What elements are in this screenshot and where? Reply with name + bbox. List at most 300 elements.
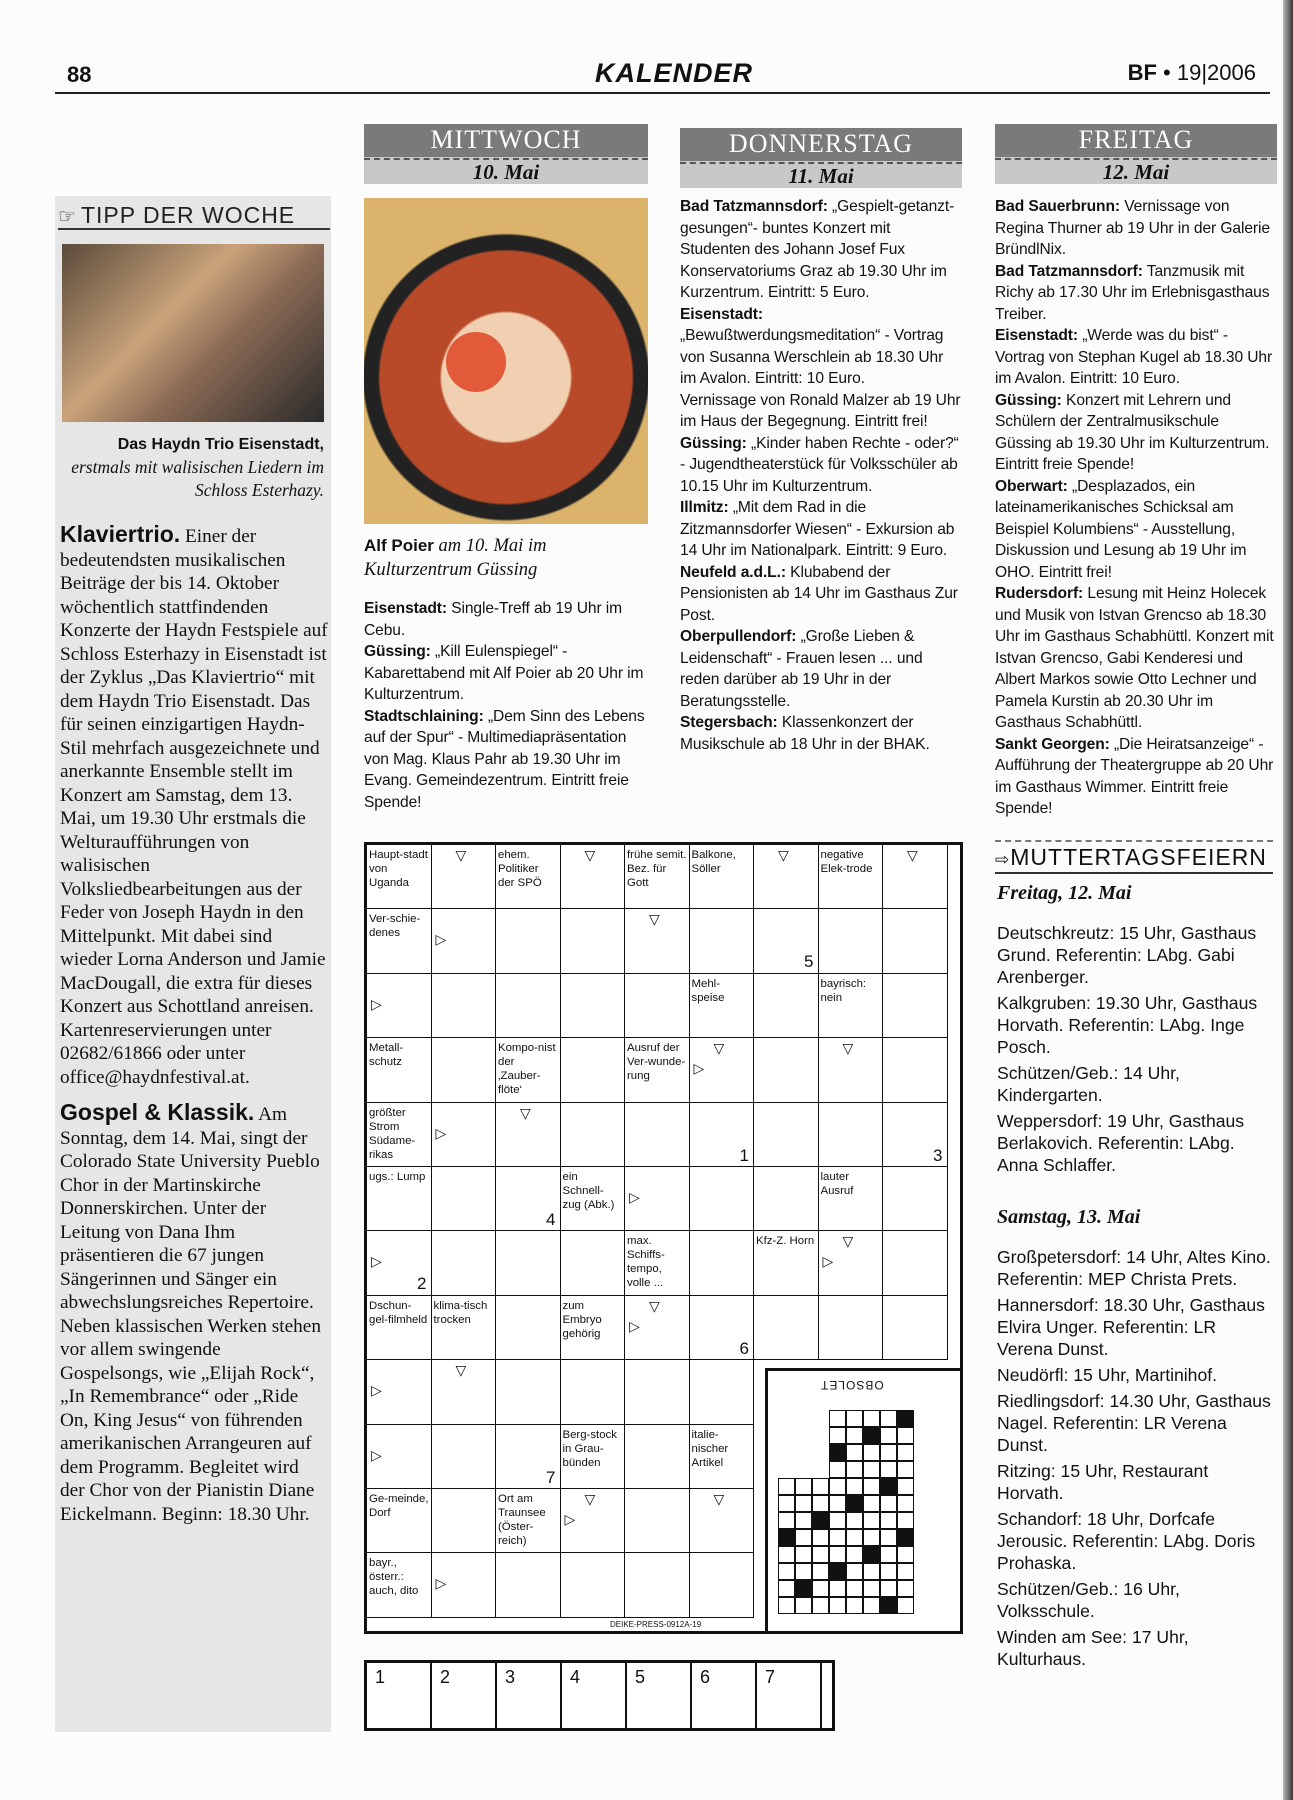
- solution-cell: [778, 1563, 795, 1580]
- solution-cell: [863, 1495, 880, 1512]
- day-name: MITTWOCH: [364, 124, 648, 157]
- muttertag-entry: Winden am See: 17 Uhr, Kulturhaus.: [997, 1627, 1189, 1669]
- event-entry: [680, 433, 962, 498]
- event-entry: [364, 598, 654, 641]
- event-place: Güssing:: [995, 391, 1062, 409]
- caption-italic: erstmals mit walisischen Liedern im Schloss Esterhazy.: [71, 457, 324, 500]
- solution-cell: [846, 1444, 863, 1461]
- arrow-down-icon: ▽: [520, 1104, 531, 1121]
- event-entry: [995, 390, 1277, 476]
- answer-cell[interactable]: [883, 1231, 948, 1295]
- solution-cell: [795, 1546, 812, 1563]
- solution-cell: [829, 1512, 846, 1529]
- event-text: Klubabend der Pensionisten ab 14 Uhr im Gasthaus Zur Post.: [680, 563, 958, 624]
- event-entry: [364, 641, 654, 706]
- muttertag-list-friday: [997, 922, 1275, 1180]
- solution-cell: [795, 1495, 812, 1512]
- event-entry: [995, 583, 1277, 734]
- solution-cell: [897, 1580, 914, 1597]
- clue-cell: [367, 1103, 432, 1167]
- answer-cell[interactable]: [883, 1038, 948, 1102]
- answer-cell[interactable]: [432, 1425, 497, 1489]
- clue-cell: [819, 1167, 884, 1231]
- answer-cell[interactable]: [690, 1553, 755, 1617]
- clue-cell: [367, 1167, 432, 1231]
- day-header-donnerstag: [680, 128, 962, 188]
- clue-text: ein Schnell-zug (Abk.): [562, 1171, 615, 1211]
- answer-cell[interactable]: [883, 909, 948, 973]
- muttertag-entry: Ritzing: 15 Uhr, Restaurant Horvath.: [997, 1461, 1209, 1503]
- event-text: Vernissage von Regina Thurner ab 19 Uhr in der Galerie BründlNix.: [995, 198, 1270, 258]
- solution-cell: [897, 1597, 914, 1614]
- arrow-right-icon: ▷: [371, 1382, 382, 1399]
- section-title: KALENDER: [595, 58, 754, 88]
- article-headline: Gospel & Klassik.: [60, 1099, 255, 1125]
- clue-cell: [561, 1296, 626, 1360]
- solution-cell: [846, 1495, 863, 1512]
- solution-cell: [846, 1563, 863, 1580]
- arrow-right-icon: ▷: [693, 1060, 705, 1077]
- clue-cell: [496, 1038, 561, 1102]
- solution-cell: [863, 1597, 880, 1614]
- solution-cell: [778, 1495, 795, 1512]
- muttertag-entry: Schandorf: 18 Uhr, Dorfcafe Jerousic. Referentin: LAbg. Doris Prohaska.: [997, 1509, 1256, 1573]
- arrow-right-icon: ▷: [629, 1317, 640, 1334]
- clue-text: italie-nischer Artikel: [691, 1428, 729, 1469]
- clue-cell: [754, 1231, 819, 1295]
- event-place: Illmitz:: [680, 499, 729, 516]
- day-name: FREITAG: [995, 124, 1277, 157]
- brand-name: BF: [1127, 60, 1157, 85]
- event-text: Vernissage von Ronald Malzer ab 19 Uhr im Haus der Begegnung. Eintritt frei!: [680, 391, 961, 430]
- clue-cell: [625, 1038, 690, 1102]
- solution-cell: [846, 1410, 863, 1427]
- answer-cell[interactable]: [561, 1103, 626, 1167]
- solution-cell: [897, 1546, 914, 1563]
- solution-cell: [795, 1529, 812, 1546]
- clue-cell: [496, 1489, 561, 1553]
- event-place: Güssing:: [680, 434, 747, 452]
- answer-cell[interactable]: [625, 1489, 690, 1553]
- clue-text: Ausruf der Ver-wunde-rung: [627, 1042, 686, 1083]
- answer-cell[interactable]: [496, 974, 561, 1038]
- solution-cell: [897, 1529, 914, 1546]
- page-header: [55, 58, 1270, 94]
- solution-cell: [846, 1529, 863, 1546]
- answer-cell[interactable]: [690, 1167, 755, 1231]
- solution-cell: [846, 1546, 863, 1563]
- muttertag-heading: [995, 840, 1273, 874]
- answer-cell[interactable]: [690, 1231, 755, 1295]
- solution-cell: [812, 1580, 829, 1597]
- arrow-right-icon: ▷: [371, 1253, 382, 1270]
- solution-number: 3: [933, 1145, 943, 1165]
- solution-cell: [863, 1512, 880, 1529]
- answer-cell[interactable]: [625, 1553, 690, 1617]
- event-place: Bad Tatzmannsdorf:: [680, 198, 828, 215]
- event-place: Bad Tatzmannsdorf:: [995, 262, 1143, 280]
- solution-cell: [778, 1546, 795, 1563]
- tipp-title: TIPP DER WOCHE: [80, 202, 296, 228]
- clue-cell: [432, 1296, 497, 1360]
- event-text: „Werde was du bist“ - Vortrag von Stephan Kugel ab 18.30 Uhr im Avalon. Eintritt: 10 Euro.: [995, 327, 1273, 387]
- event-entry: [995, 196, 1277, 261]
- issue-info: [1128, 60, 1256, 86]
- answer-cell[interactable]: [754, 1103, 819, 1167]
- solution-cell: [778, 1512, 795, 1529]
- answer-cell[interactable]: [819, 909, 884, 973]
- answer-cell[interactable]: [561, 974, 626, 1038]
- clown-nose: [446, 332, 506, 392]
- event-place: Eisenstadt:: [680, 305, 763, 323]
- answer-cell[interactable]: [561, 1360, 626, 1424]
- event-text: Tanzmusik mit Richy ab 17.30 Uhr im Erlebnisgasthaus Treiber.: [995, 262, 1270, 323]
- solution-letter-box[interactable]: 1: [367, 1663, 432, 1728]
- tipp-articles: [60, 523, 328, 1526]
- solution-cell: [795, 1478, 812, 1495]
- solution-cell: [863, 1427, 880, 1444]
- muttertag-entry: Schützen/Geb.: 14 Uhr, Kindergarten.: [997, 1063, 1180, 1105]
- arrow-right-icon: ▷: [371, 995, 382, 1012]
- solution-cell: [880, 1546, 897, 1563]
- event-place: Oberpullendorf:: [680, 628, 797, 645]
- clue-text: negative Elek-trode: [820, 849, 873, 875]
- clue-cell: [367, 845, 432, 909]
- answer-cell[interactable]: [819, 1296, 884, 1360]
- solution-number: 4: [546, 1210, 556, 1229]
- solution-cell: [880, 1427, 897, 1444]
- answer-cell[interactable]: [883, 1296, 948, 1360]
- event-place: Sankt Georgen:: [995, 735, 1110, 753]
- issue-separator: •: [1163, 60, 1171, 85]
- clue-cell: [496, 845, 561, 909]
- clue-text: bayr., österr.: auch, dito: [369, 1557, 419, 1598]
- clue-cell: [819, 974, 884, 1038]
- solution-cell: [880, 1563, 897, 1580]
- solution-cell: [880, 1529, 897, 1546]
- clue-text: max. Schiffs-tempo, volle ...: [627, 1235, 665, 1290]
- solution-cell: [897, 1495, 914, 1512]
- muttertag-entry: Neudörfl: 15 Uhr, Martinihof.: [997, 1365, 1218, 1385]
- answer-cell[interactable]: [625, 1425, 690, 1489]
- event-text: „Gespielt-getanzt-gesungen“- buntes Konzert mit Studenten des Johann Josef Fux Konservatoriums Graz ab 19.30 Uhr im Kurzentrum. Eintritt: 5 Euro.: [680, 198, 955, 301]
- alf-poier-photo: [364, 198, 648, 524]
- caption-bold: Das Haydn Trio Eisenstadt,: [117, 436, 324, 453]
- alf-poier-caption: [364, 534, 654, 582]
- solution-letter-box[interactable]: 3: [497, 1663, 562, 1728]
- solution-letter-box[interactable]: 7: [757, 1663, 822, 1728]
- solution-cell: [880, 1597, 897, 1614]
- article-klaviertrio: [60, 523, 328, 1089]
- clue-text: größter Strom Südame-rikas: [369, 1106, 416, 1161]
- answer-cell[interactable]: [496, 909, 561, 973]
- solution-cell: [829, 1495, 846, 1512]
- solution-cell: [863, 1546, 880, 1563]
- solution-cell: [812, 1512, 829, 1529]
- clue-cell: [690, 845, 755, 909]
- arrow-down-icon: ▽: [842, 1233, 854, 1250]
- arrow-right-icon: ▷: [435, 1575, 447, 1592]
- solution-cell: [778, 1529, 795, 1546]
- solution-cell: [778, 1580, 795, 1597]
- clue-text: Kompo-nist der ‚Zauber-flöte‘: [498, 1042, 556, 1097]
- solution-cell: [863, 1410, 880, 1427]
- solution-letter-box[interactable]: 4: [562, 1663, 627, 1728]
- event-entry: [680, 562, 962, 627]
- answer-cell[interactable]: [496, 1231, 561, 1295]
- solution-cell: [880, 1495, 897, 1512]
- clue-cell: [561, 1425, 626, 1489]
- clue-text: Ver-schie-denes: [369, 913, 421, 940]
- arrow-down-icon: ▽: [713, 1491, 725, 1507]
- day-name: DONNERSTAG: [680, 128, 962, 161]
- answer-cell[interactable]: [432, 1231, 497, 1295]
- clue-text: Berg-stock in Grau-bünden: [562, 1428, 617, 1469]
- arrow-down-icon: ▽: [584, 1491, 596, 1507]
- solution-number: 2: [417, 1274, 427, 1294]
- tipp-heading: [58, 202, 330, 230]
- answer-cell[interactable]: [625, 1360, 690, 1424]
- clue-text: ugs.: Lump: [369, 1171, 426, 1183]
- clue-cell: [625, 845, 690, 909]
- answer-cell[interactable]: [754, 1167, 819, 1231]
- solution-cell: [863, 1444, 880, 1461]
- solution-letter-box[interactable]: 2: [432, 1663, 497, 1728]
- clue-text: ehem. Politiker der SPÖ: [498, 849, 542, 889]
- arrow-down-icon: ▽: [713, 1040, 725, 1057]
- event-text: „Große Lieben & Leidenschaft“ - Frauen lesen ... und reden darüber ab 19 Uhr in der Beratungsstelle.: [680, 628, 923, 710]
- clue-cell: [367, 1553, 432, 1617]
- muttertag-entry: Hannersdorf: 18.30 Uhr, Gasthaus Elvira Unger. Referentin: LR Verena Dunst.: [997, 1295, 1265, 1359]
- solution-cell: [897, 1461, 914, 1478]
- day-header-freitag: [995, 124, 1277, 184]
- event-text: „Kinder haben Rechte - oder?“ - Jugendtheaterstück für Volksschüler ab 10.15 Uhr im Kulturzentrum.: [680, 434, 959, 495]
- arrow-down-icon: ▽: [907, 847, 918, 863]
- solution-word-boxes: [364, 1660, 835, 1731]
- arrow-right-icon: ▷: [629, 1189, 640, 1205]
- muttertag-entry: Weppersdorf: 19 Uhr, Gasthaus Berlakovich. Referentin: LAbg. Anna Schlaffer.: [997, 1111, 1245, 1175]
- arrow-down-icon: ▽: [649, 1297, 660, 1314]
- event-text: „Kill Eulenspiegel“ - Kabarettabend mit Alf Poier ab 20 Uhr im Kulturzentrum.: [364, 643, 644, 703]
- solution-cell: [863, 1563, 880, 1580]
- solution-cell: [846, 1597, 863, 1614]
- solution-cell: [829, 1427, 846, 1444]
- event-entry: [680, 304, 962, 390]
- arrow-right-icon: ▷: [822, 1253, 834, 1270]
- event-place: Stegersbach:: [680, 714, 778, 731]
- event-text: „Mit dem Rad in die Zitzmannsdorfer Wiesen“ - Exkursion ab 14 Uhr im Nationalpark. Eintritt: 9 Euro.: [680, 499, 955, 559]
- answer-cell[interactable]: [432, 1489, 497, 1553]
- clue-text: klima-tisch trocken: [433, 1299, 488, 1326]
- event-place: Stadtschlaining:: [364, 707, 484, 725]
- solution-cell: [829, 1546, 846, 1563]
- event-place: Oberwart:: [995, 477, 1068, 495]
- solution-cell: [846, 1512, 863, 1529]
- event-entry: [995, 476, 1277, 584]
- pointing-hand-icon: ☞: [58, 206, 77, 228]
- solution-title: OBSOLET: [820, 1378, 884, 1392]
- answer-cell[interactable]: [561, 1553, 626, 1617]
- solution-cell: [829, 1529, 846, 1546]
- solution-cell: [880, 1512, 897, 1529]
- clue-text: Haupt-stadt von Uganda: [369, 849, 428, 889]
- answer-cell[interactable]: [432, 1167, 497, 1231]
- solution-cell: [897, 1478, 914, 1495]
- issue-number: 19|2006: [1176, 60, 1256, 85]
- answer-cell[interactable]: [754, 974, 819, 1038]
- event-text: Single-Treff ab 19 Uhr im Cebu.: [364, 600, 623, 639]
- answer-cell[interactable]: [690, 1360, 755, 1424]
- donnerstag-events: [680, 196, 962, 755]
- event-text: Konzert mit Lehrern und Schülern der Zentralmusikschule Güssing ab 19.30 Uhr im Kulturzentrum. Eintritt freie Spende!: [995, 391, 1270, 473]
- event-entry: [680, 712, 962, 755]
- answer-cell[interactable]: [432, 1038, 497, 1102]
- answer-cell[interactable]: [496, 1553, 561, 1617]
- solution-cell: [846, 1478, 863, 1495]
- event-entry: [680, 497, 962, 562]
- event-entry: [680, 196, 962, 304]
- clue-text: Ge-meinde, Dorf: [369, 1493, 429, 1519]
- answer-cell[interactable]: [690, 909, 755, 973]
- event-text: „Desplazados, ein lateinamerikanisches Schicksal am Beispiel Kolumbiens“ - Ausstellung, Diskussion und Lesung ab 19 Uhr im OHO. Eintritt frei!: [995, 477, 1247, 581]
- solution-cell: [812, 1478, 829, 1495]
- solution-cell: [880, 1478, 897, 1495]
- clue-text: Dschun-gel-filmheld: [369, 1299, 428, 1326]
- arrow-down-icon: ▽: [455, 1362, 467, 1379]
- clue-text: frühe semit. Bez. für Gott: [627, 849, 687, 889]
- solution-cell: [795, 1597, 812, 1614]
- solution-cell: [829, 1597, 846, 1614]
- solution-cell: [829, 1461, 846, 1478]
- day-date: 10. Mai: [472, 160, 540, 184]
- day-header-mittwoch: [364, 124, 648, 184]
- answer-cell[interactable]: [496, 1360, 561, 1424]
- event-text: „Die Heiratsanzeige“ - Aufführung der Theatergruppe ab 20 Uhr im Gasthaus Wimmer. Eintritt freie Spende!: [995, 735, 1274, 817]
- event-place: Eisenstadt:: [995, 327, 1078, 344]
- clue-text: bayrisch: nein: [820, 977, 867, 1004]
- solution-cell: [846, 1580, 863, 1597]
- muttertag-date-saturday: Samstag, 13. Mai: [997, 1206, 1141, 1228]
- clue-cell: [819, 845, 884, 909]
- solution-cell: [812, 1546, 829, 1563]
- muttertag-title: MUTTERTAGSFEIERN: [1010, 844, 1267, 870]
- solution-cell: [897, 1444, 914, 1461]
- clue-text: Ort am Traunsee (Öster-reich): [498, 1493, 546, 1547]
- article-text: Am Sonntag, dem 14. Mai, singt der Colorado State University Pueblo Chor in der Martinskirche Donnerskirchen. Unter der Leitung von Dana Ihm präsentieren die 67 jungen Sängerinnen und Sänger ein abwechslungsreiches Repertoire. Neben klassischen Werken stehen vor allem swingende Gospelsongs, wie „Elijah Rock“, „In Remembrance“ oder „Ride On, King Jesus“ von führenden amerikanischen Arrangeuren auf dem Programm. Begleitet wird der Chor von der Pianistin Diane Eickelmann. Beginn: 18.30 Uhr.: [60, 1104, 321, 1525]
- arrow-right-icon: ▷: [371, 1446, 382, 1463]
- arrow-right-icon: ⇨: [995, 850, 1011, 869]
- event-entry: [995, 261, 1277, 326]
- solution-cell: [829, 1580, 846, 1597]
- muttertag-entry: Kalkgruben: 19.30 Uhr, Gasthaus Horvath. Referentin: LAbg. Inge Posch.: [997, 993, 1258, 1057]
- solution-cell: [846, 1461, 863, 1478]
- day-date: 11. Mai: [788, 164, 854, 188]
- answer-cell[interactable]: [883, 1167, 948, 1231]
- event-place: Bad Sauerbrunn:: [995, 198, 1120, 215]
- answer-cell[interactable]: [496, 1296, 561, 1360]
- arrow-down-icon: ▽: [778, 847, 789, 863]
- freitag-events: [995, 196, 1277, 820]
- clue-cell: [625, 1231, 690, 1295]
- page-number: 88: [67, 62, 92, 87]
- event-text: „Bewußtwerdungsmeditation“ - Vortrag von Susanna Werschlein ab 18.30 Uhr im Avalon. Eintritt: 10 Euro.: [680, 327, 944, 387]
- event-place: Güssing:: [364, 643, 431, 660]
- clue-text: Kfz-Z. Horn: [756, 1235, 815, 1248]
- muttertag-list-saturday: [997, 1246, 1275, 1674]
- clue-cell: [690, 1425, 755, 1489]
- solution-cell: [829, 1444, 846, 1461]
- solution-letter-box[interactable]: 6: [692, 1663, 757, 1728]
- caption-bold: Alf Poier: [364, 536, 434, 555]
- solution-cell: [880, 1580, 897, 1597]
- arrow-down-icon: ▽: [455, 847, 467, 863]
- clue-cell: [367, 909, 432, 973]
- solution-cell: [812, 1495, 829, 1512]
- haydn-trio-photo: [62, 244, 324, 422]
- clue-text: Balkone, Söller: [691, 849, 736, 875]
- event-place: Eisenstadt:: [364, 600, 447, 617]
- solution-cell: [863, 1461, 880, 1478]
- solution-cell: [778, 1478, 795, 1495]
- answer-cell[interactable]: [432, 974, 497, 1038]
- answer-cell[interactable]: [754, 1296, 819, 1360]
- solution-cell: [897, 1410, 914, 1427]
- solution-cell: [880, 1410, 897, 1427]
- event-place: Rudersdorf:: [995, 585, 1084, 602]
- solution-cell: [812, 1529, 829, 1546]
- day-date: 12. Mai: [1102, 160, 1170, 184]
- solution-cell: [897, 1563, 914, 1580]
- muttertag-entry: Großpetersdorf: 14 Uhr, Altes Kino. Referentin: MEP Christa Prets.: [997, 1247, 1271, 1289]
- answer-cell[interactable]: [883, 974, 948, 1038]
- muttertag-entry: Schützen/Geb.: 16 Uhr, Volksschule.: [997, 1579, 1180, 1621]
- solution-cell: [829, 1478, 846, 1495]
- answer-cell[interactable]: [819, 1103, 884, 1167]
- solution-letter-box[interactable]: 5: [627, 1663, 692, 1728]
- solution-number: 5: [804, 952, 814, 972]
- page-edge-shadow: [1283, 0, 1293, 1800]
- answer-cell[interactable]: [625, 974, 690, 1038]
- clue-cell: [367, 1296, 432, 1360]
- article-gospel: [60, 1101, 328, 1526]
- solution-number: 7: [546, 1467, 556, 1487]
- clue-cell: [367, 1038, 432, 1102]
- event-text: „Dem Sinn des Lebens auf der Spur“ - Multimediapräsentation von Mag. Klaus Pahr ab 19.30 Uhr im Evang. Gemeindezentrum. Eintritt freie Spende!: [364, 707, 645, 811]
- clue-text: Metall-schutz: [369, 1042, 404, 1069]
- clue-cell: [561, 1167, 626, 1231]
- arrow-right-icon: ▷: [435, 1124, 447, 1141]
- solution-cell: [880, 1444, 897, 1461]
- photo-caption: [62, 432, 324, 502]
- solution-cell: [897, 1427, 914, 1444]
- solution-cell: [812, 1563, 829, 1580]
- answer-cell[interactable]: [561, 1038, 626, 1102]
- event-text: Klassenkonzert der Musikschule ab 18 Uhr in der BHAK.: [680, 714, 930, 753]
- clue-cell: [367, 1489, 432, 1553]
- solution-cell: [795, 1563, 812, 1580]
- event-entry: [364, 706, 654, 814]
- answer-cell[interactable]: [561, 1231, 626, 1295]
- arrow-down-icon: ▽: [649, 911, 660, 928]
- answer-cell[interactable]: [625, 1103, 690, 1167]
- article-headline: Klaviertrio.: [60, 521, 181, 547]
- event-entry: [680, 390, 962, 433]
- event-text: Lesung mit Heinz Holecek und Musik von Istvan Grencso ab 18.30 Uhr im Gasthaus Schabhüttl. Konzert mit Istvan Grencso, Gabi Kenderesi und Albert Markos sowie Otto Lechner und Pamela Kurstin ab 20.30 Uhr im Gasthaus Schabhüttl.: [995, 585, 1274, 731]
- answer-cell[interactable]: [561, 909, 626, 973]
- caption-italic: am 10. Mai im Kulturzentrum Güssing: [364, 536, 547, 580]
- answer-cell[interactable]: [754, 1038, 819, 1102]
- event-entry: [680, 626, 962, 712]
